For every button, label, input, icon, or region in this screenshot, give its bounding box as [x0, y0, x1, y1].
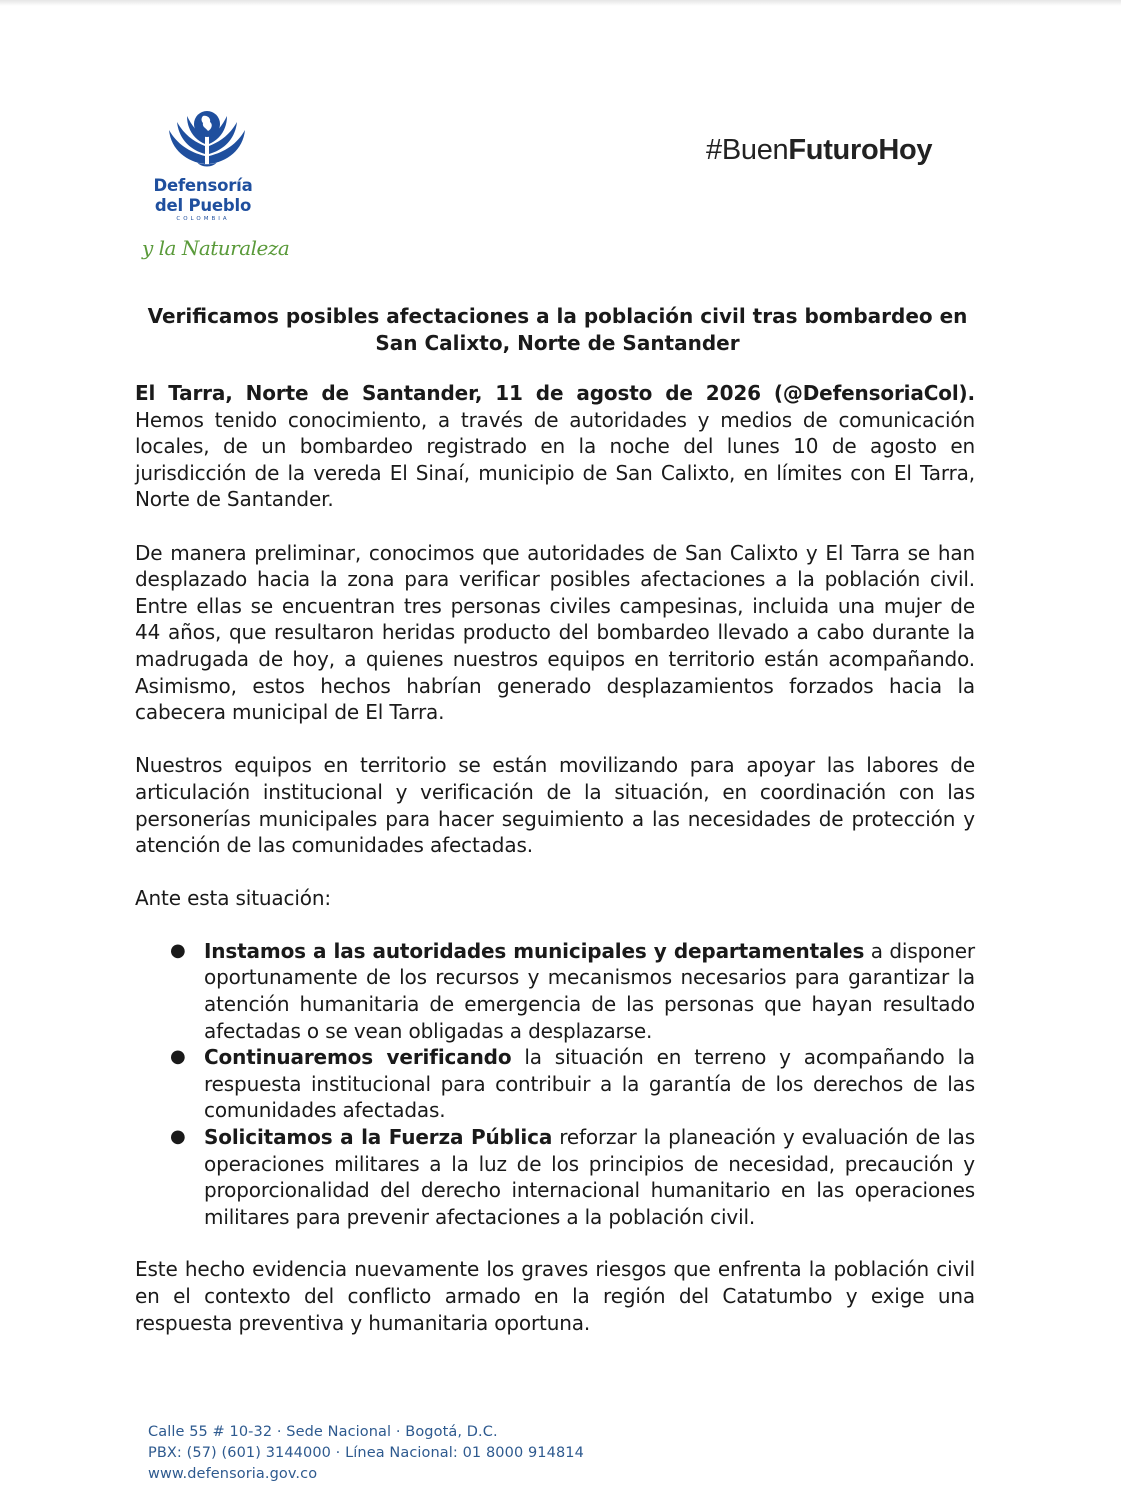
footer-phones: PBX: (57) (601) 3144000 · Línea Nacional: 01 8000 914814: [148, 1445, 584, 1461]
page-top-edge: [0, 0, 1121, 6]
list-item: [135, 1044, 975, 1124]
hands-emblem-icon: [167, 108, 247, 170]
list-item: [135, 938, 975, 1044]
logo-text-line2: del Pueblo: [154, 196, 252, 215]
paragraph-conclusion: Este hecho evidencia nuevamente los graves riesgos que enfrenta la población civil en el contexto del conflicto armado en la región del Catatumbo y exige una respuesta preventiva y humanitaria oportuna.: [135, 1257, 975, 1335]
campaign-hashtag: [706, 134, 932, 170]
bullet-icon: ●: [170, 939, 186, 961]
paragraph-teams: Nuestros equipos en territorio se están movilizando para apoyar las labores de articulación institucional y verificación de la situación, en coordinación con las personerías municipales para hacer seguimiento a las necesidades de protección y atención de las comunidades afectadas.: [135, 753, 975, 858]
press-release-body: [135, 380, 975, 1363]
list-item-lead: Solicitamos a la Fuerza Pública: [204, 1125, 553, 1150]
hashtag-prefix: #Buen: [706, 134, 789, 166]
list-item-lead: Continuaremos verificando: [204, 1045, 512, 1070]
defensoria-logo: [140, 108, 290, 268]
footer-contact: [148, 1422, 584, 1485]
footer-address: Calle 55 # 10-32 · Sede Nacional · Bogotá, D.C.: [148, 1424, 498, 1440]
dateline-text: Hemos tenido conocimiento, a través de autoridades y medios de comunicación locales, de un bombardeo registrado en la noche del lunes 10 de agosto en jurisdicción de la vereda El Sinaí, municipio de San Calixto, en límites con El Tarra, Norte de Santander.: [135, 407, 975, 512]
paragraph-situation-intro: Ante esta situación:: [135, 886, 331, 911]
list-item-text: la situación en terreno y acompañando la respuesta institucional para contribuir a la garantía de los derechos de las comunidades afectadas.: [204, 1045, 975, 1123]
press-release-title: Verificamos posibles afectaciones a la población civil tras bombardeo en San Calixto, Norte de Santander: [147, 304, 968, 355]
logo-tagline: y la Naturaleza: [142, 236, 290, 260]
logo-country: COLOMBIA: [176, 216, 230, 222]
footer-website-link[interactable]: www.defensoria.gov.co: [148, 1466, 318, 1482]
dateline-lead: El Tarra, Norte de Santander, 11 de agosto de 2026 (@DefensoriaCol).: [135, 381, 975, 405]
list-item-lead: Instamos a las autoridades municipales y departamentales: [204, 938, 865, 963]
bullet-icon: ●: [170, 1046, 186, 1068]
list-item: [135, 1124, 975, 1230]
actions-list: [135, 938, 975, 1231]
paragraph-dateline: [135, 380, 975, 513]
list-item-text: a disponer oportunamente de los recursos y mecanismos necesarios para garantizar la atención humanitaria de emergencia de las personas que hayan resultado afectadas o se vean obligadas a desplazarse.: [204, 938, 975, 1043]
hashtag-bold: FuturoHoy: [788, 134, 933, 166]
paragraph-preliminary: De manera preliminar, conocimos que autoridades de San Calixto y El Tarra se han desplazado hacia la zona para verificar posibles afectaciones a la población civil. Entre ellas se encuentran tres personas civiles campesinas, incluida una mujer de 44 años, que resultaron heridas producto del bombardeo llevado a cabo durante la madrugada de hoy, a quienes nuestros equipos en territorio están acompañando. Asimismo, estos hechos habrían generado desplazamientos forzados hacia la cabecera municipal de El Tarra.: [135, 540, 975, 725]
logo-text-line1: Defensoría: [153, 176, 253, 195]
list-item-text: reforzar la planeación y evaluación de las operaciones militares a la luz de los principios de necesidad, precaución y proporcionalidad del derecho internacional humanitario en las operaciones militares para prevenir afectaciones a la población civil.: [204, 1125, 975, 1229]
bullet-icon: ●: [170, 1126, 186, 1148]
